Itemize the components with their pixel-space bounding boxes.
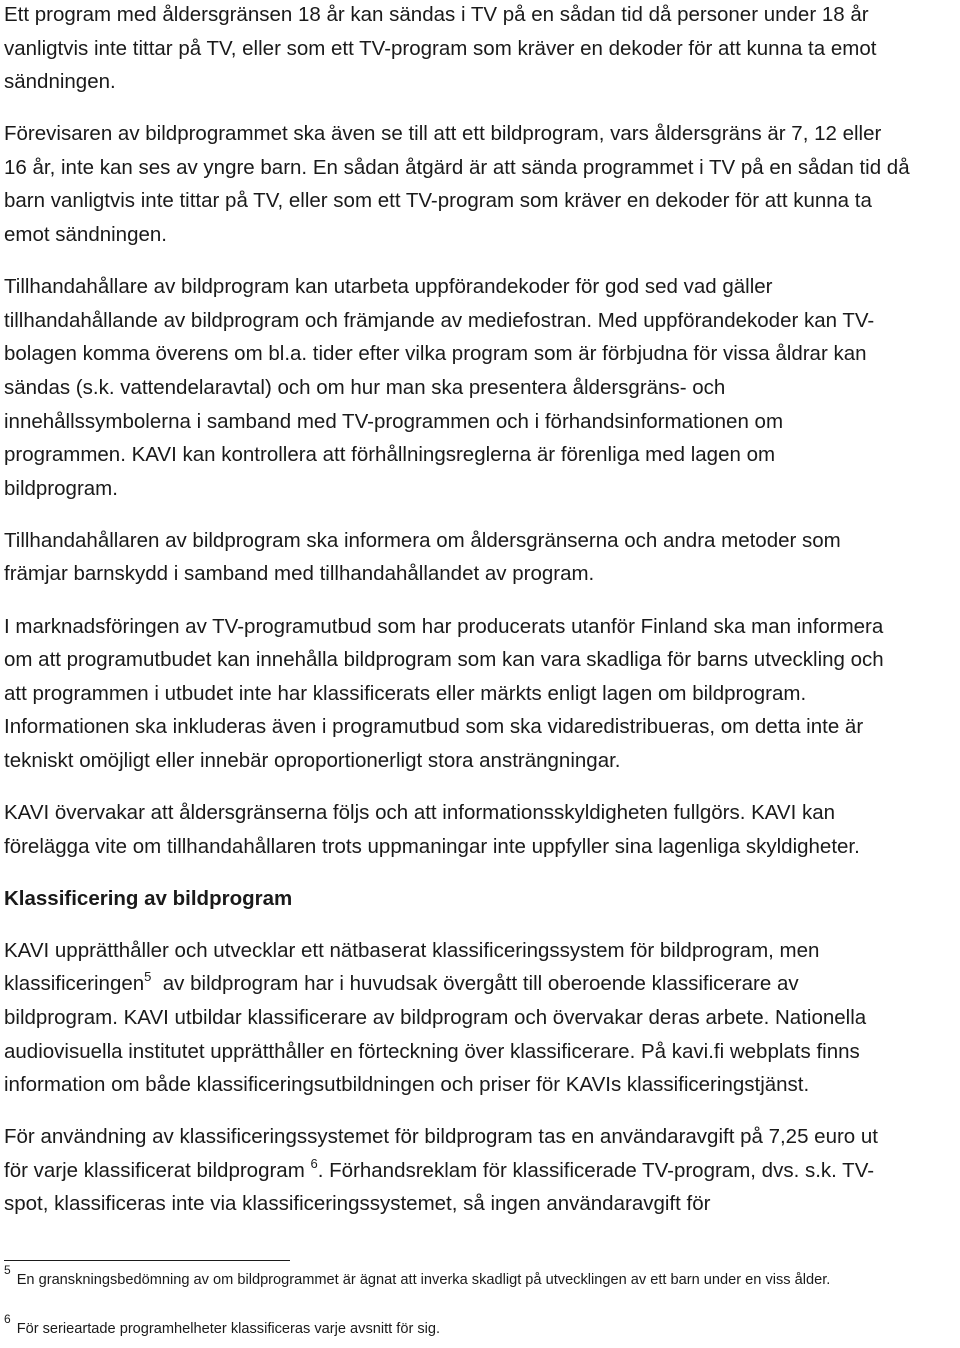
- text-segment: av bildprogram har i huvudsak övergått till oberoende klassificerare av: [151, 972, 799, 996]
- paragraph-gap: [4, 863, 954, 882]
- paragraph-gap: [4, 505, 954, 524]
- text-line: KAVI upprätthåller och utvecklar ett nätbaserat klassificeringssystem för bildprogram, men: [4, 938, 820, 962]
- paragraph-age-18: [4, 0, 954, 99]
- footnote-text: En granskningsbedömning av om bildprogrammet är ägnat att inverka skadligt på utvecklingen av ett barn under en viss ålder.: [16, 1272, 831, 1288]
- text-line: om att programutbudet kan innehålla bildprogram som kan vara skadliga för barns utveckling och: [4, 648, 884, 672]
- text-line: 16 år, inte kan ses av yngre barn. En sådan åtgärd är att sända programmet i TV på en sådan tid då: [4, 155, 910, 179]
- paragraph-codes-of-conduct: [4, 270, 954, 505]
- text-line: spot, klassificeras inte via klassificeringssystemet, så ingen användaravgift för: [4, 1192, 711, 1216]
- footnote-number: 5: [4, 1263, 11, 1277]
- paragraph-gap: [4, 1102, 954, 1121]
- text-line: Tillhandahållaren av bildprogram ska informera om åldersgränserna och andra metoder som: [4, 528, 841, 552]
- text-line: främjar barnskydd i samband med tillhandahållandet av program.: [4, 562, 595, 586]
- text-line: sändas (s.k. vattendelaravtal) och om hur man ska presentera åldersgräns- och: [4, 375, 726, 399]
- text-line: bildprogram. KAVI utbildar klassificerare av bildprogram och övervakar deras arbete. Nationella: [4, 1005, 867, 1029]
- text-line-with-footnote-ref: [4, 967, 954, 1001]
- paragraph-presenter: [4, 117, 954, 251]
- text-line: För användning av klassificeringssystemet för bildprogram tas en användaravgift på 7,25 euro ut: [4, 1125, 879, 1149]
- paragraph-gap: [4, 915, 954, 934]
- text-line: KAVI övervakar att åldersgränserna följs och att informationsskyldigheten fullgörs. KAVI kan: [4, 800, 836, 824]
- paragraph-inform-age-limits: [4, 524, 954, 591]
- text-line: Ett program med åldersgränsen 18 år kan sändas i TV på en sådan tid då personer under 18 år: [4, 3, 869, 26]
- text-line: Informationen ska inkluderas även i programutbud som ska vidaredistribueras, om detta inte är: [4, 715, 864, 739]
- footnote-5: [4, 1263, 954, 1298]
- text-line: Förevisaren av bildprogrammet ska även se till att ett bildprogram, vars åldersgräns är 7, 12 eller: [4, 122, 882, 146]
- text-segment: klassificeringen: [4, 972, 145, 996]
- footnote-number: 6: [4, 1312, 11, 1326]
- paragraph-gap: [4, 252, 954, 271]
- paragraph-classification-system: [4, 934, 954, 1102]
- paragraph-gap: [4, 591, 954, 610]
- text-line: programmen. KAVI kan kontrollera att förhållningsreglerna är förenliga med lagen om: [4, 443, 776, 467]
- text-line: bolagen komma överens om bl.a. tider efter vilka program som är förbjudna för vissa åldrar kan: [4, 342, 867, 366]
- text-line: vanligtvis inte tittar på TV, eller som ett TV-program som kräver en dekoder för att kunna ta emot: [4, 36, 877, 60]
- footnote-separator: [4, 1260, 290, 1261]
- text-line-with-footnote-ref: [4, 1154, 954, 1188]
- text-line: I marknadsföringen av TV-programutbud som har producerats utanför Finland ska man informera: [4, 614, 884, 638]
- document-body: [4, 0, 954, 1221]
- paragraph-gap: [4, 99, 954, 118]
- paragraph-supervision: [4, 796, 954, 863]
- text-line: Tillhandahållare av bildprogram kan utarbeta uppförandekoder för god sed vad gäller: [4, 275, 773, 299]
- footnote-text: För serieartade programhelheter klassificeras varje avsnitt för sig.: [16, 1321, 441, 1337]
- footnote-6: [4, 1312, 954, 1347]
- text-line: bildprogram.: [4, 476, 118, 500]
- text-line: tillhandahållande av bildprogram och främjande av mediefostran. Med uppförandekoder kan TV-: [4, 308, 875, 332]
- text-line: barn vanligtvis inte tittar på TV, eller som ett TV-program som kräver en dekoder för att kunna ta: [4, 189, 872, 213]
- text-line: emot sändningen.: [4, 223, 167, 247]
- paragraph-gap: [4, 777, 954, 796]
- footnote-ref-5[interactable]: 5: [144, 969, 152, 985]
- text-line: att programmen i utbudet inte har klassificerats eller märkts enligt lagen om bildprogram.: [4, 681, 807, 705]
- text-line: information om både klassificeringsutbildningen och priser för KAVIs klassificeringstjänst.: [4, 1073, 810, 1097]
- text-line: tekniskt omöjligt eller innebär oproportionerligt stora ansträngningar.: [4, 748, 621, 772]
- footnote-ref-6[interactable]: 6: [310, 1155, 318, 1171]
- footnotes: [4, 1263, 954, 1337]
- text-line: sändningen.: [4, 70, 116, 94]
- text-line: innehållssymbolerna i samband med TV-programmen och i förhandsinformationen om: [4, 409, 784, 433]
- text-segment: för varje klassificerat bildprogram: [4, 1158, 311, 1182]
- paragraph-marketing: [4, 610, 954, 778]
- section-heading: Klassificering av bildprogram: [4, 886, 293, 910]
- paragraph-user-fee: [4, 1120, 954, 1221]
- text-line: audiovisuella institutet upprätthåller en förteckning över klassificerare. På kavi.fi webplats finns: [4, 1039, 860, 1063]
- text-segment: . Förhandsreklam för klassificerade TV-program, dvs. s.k. TV-: [317, 1158, 875, 1182]
- text-line: förelägga vite om tillhandahållaren trots uppmaningar inte uppfyller sina lagenliga skyldigheter.: [4, 834, 860, 858]
